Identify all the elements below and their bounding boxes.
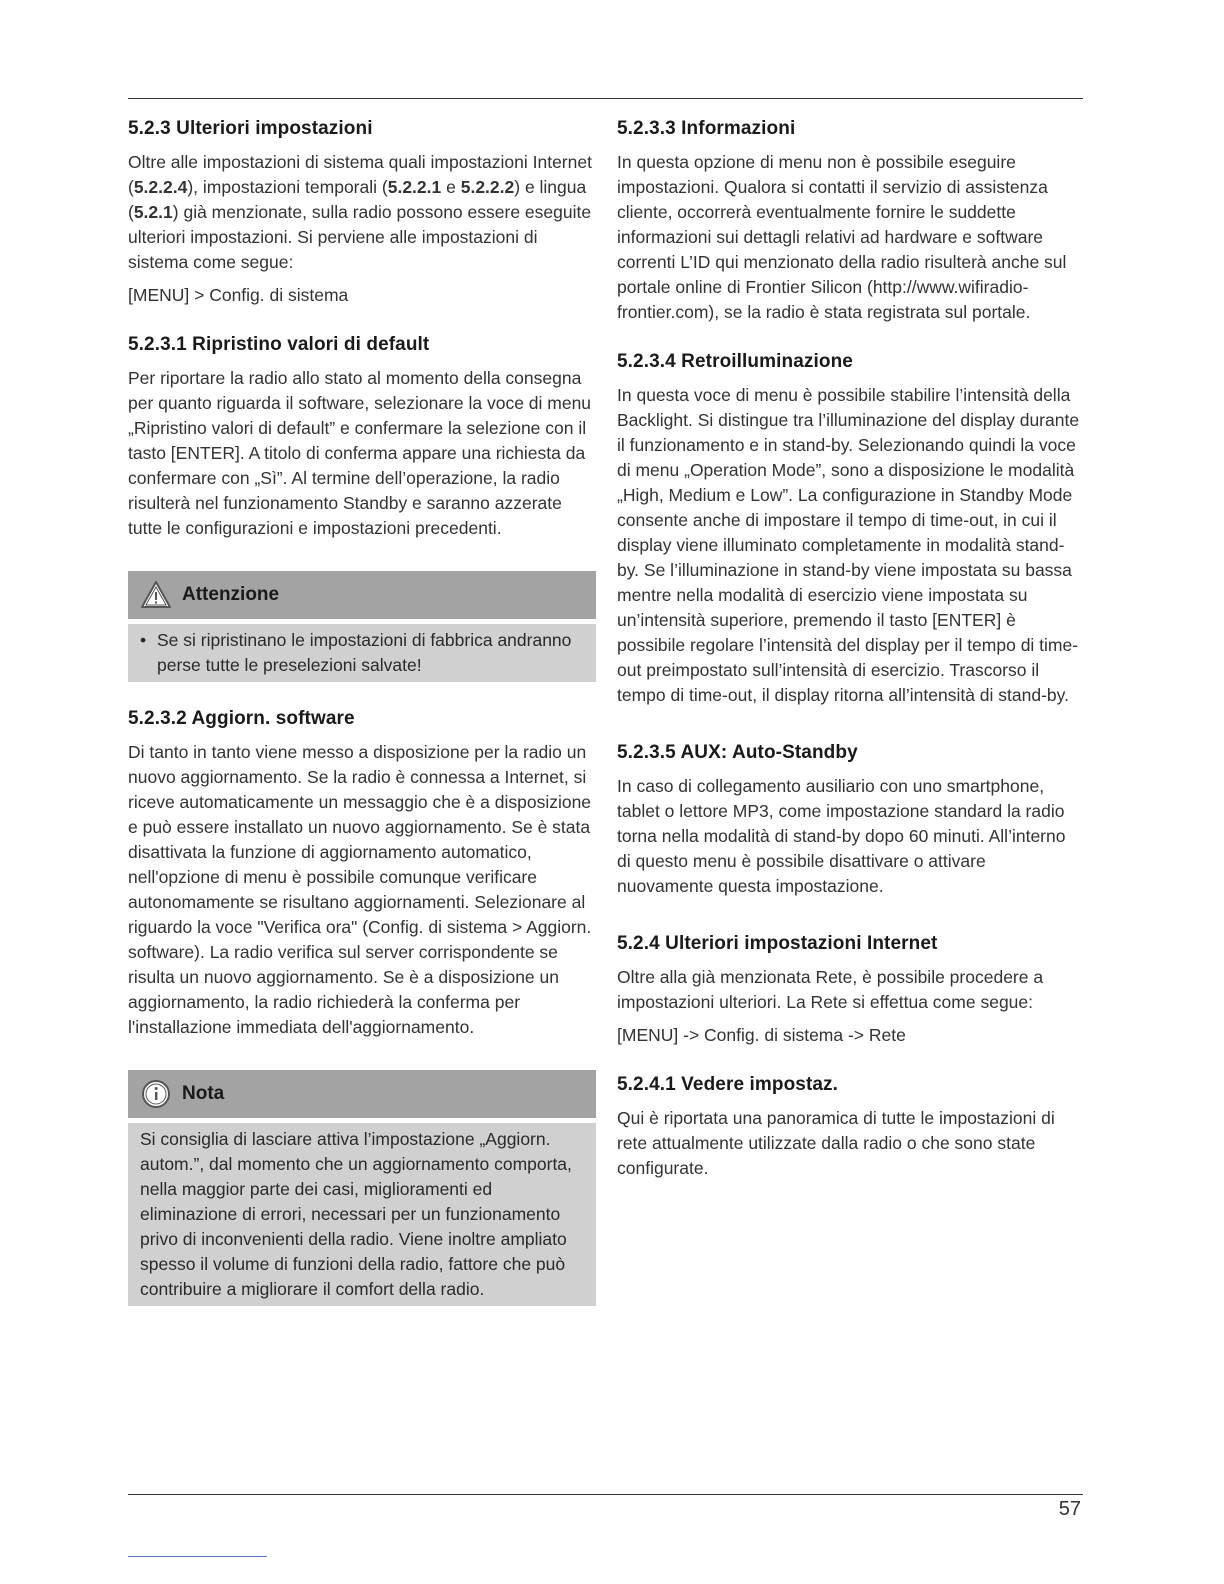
menu-path: [MENU] -> Config. di sistema -> Rete xyxy=(617,1025,906,1045)
section-text: In questa voce di menu è possibile stabilire l’intensità della Backlight. Si distingue tra l’illuminazione del display durante il funzionamento e in stand-by. Selezionando quindi la voce di menu „Operation Mode”, sono a disposizione le modalità „High, Medium e Low”. La configurazione in Standby Mode consente anche di impostare il tempo di time-out, in cui il display viene illuminato completamente in modalità stand-by. Se l’illuminazione in stand-by viene impostata su bassa mentre nella modalità di esercizio viene impostata su un’intensità superiore, premendo il tasto [ENTER] è possibile regolare l’intensità del display per il tempo di time-out preimpostato sull’intensità di esercizio. Trascorso il tempo di time-out, il display ritorna all’intensità di stand-by. xyxy=(617,385,1080,705)
section-5-2-3-3 xyxy=(617,116,1083,325)
section-5-2-3-4 xyxy=(617,349,1083,708)
menu-path: [MENU] > Config. di sistema xyxy=(128,285,349,305)
warning-icon xyxy=(140,579,172,611)
section-5-2-3 xyxy=(128,116,596,308)
page-number: 57 xyxy=(1058,1498,1081,1520)
section-text: Qui è riportata una panoramica di tutte le impostazioni di rete attualmente utilizzate dalla radio o che sono state configurate. xyxy=(617,1108,1055,1178)
section-title: 5.2.3 Ulteriori impostazioni xyxy=(128,118,373,139)
section-text: In questa opzione di menu non è possibile eseguire impostazioni. Qualora si contatti il servizio di assistenza cliente, occorrerà eventualmente fornire le suddette informazioni sui dettagli relativi ad hardware e software correnti L’ID qui menzionato della radio risulterà anche sul portale online di Frontier Silicon (http://www.wifiradio-frontier.com), se la radio è stata registrata sul portale. xyxy=(617,152,1067,322)
section-text: Oltre alla già menzionata Rete, è possibile procedere a impostazioni ulteriori. La Rete si effettua come segue: xyxy=(617,967,1044,1012)
section-text: Di tanto in tanto viene messo a disposizione per la radio un nuovo aggiornamento. Se la radio è connessa a Internet, si riceve automaticamente un messaggio che è a disposizione e può essere installato un nuovo aggiornamento. Se è stata disattivata la funzione di aggiornamento automatico, nell'opzione di menu è possibile comunque verificare autonomamente se risultano aggiornamenti. Selezionare al riguardo la voce "Verifica ora" (Config. di sistema > Aggiorn. software). La radio verifica sul server corrispondente se risulta un nuovo aggiornamento. Se è a disposizione un aggiornamento, la radio richiederà la conferma per l'installazione immediata dell'aggiornamento. xyxy=(128,742,592,1037)
note-box xyxy=(128,1070,596,1306)
section-title: 5.2.4 Ulteriori impostazioni Internet xyxy=(617,933,938,954)
note-text: Si consiglia di lasciare attiva l’impostazione „Aggiorn. autom.”, dal momento che un aggiornamento comporta, nella maggior parte dei casi, miglioramenti ed eliminazione di errori, necessari per un funzionamento privo di inconvenienti della radio. Viene inoltre ampliato spesso il volume di funzioni della radio, fattore che può contribuire a migliorare il comfort della radio. xyxy=(140,1129,572,1299)
section-title: 5.2.4.1 Vedere impostaz. xyxy=(617,1074,839,1095)
list-item xyxy=(140,628,584,678)
warning-header xyxy=(128,571,596,619)
warning-body xyxy=(128,624,596,682)
footer-link-underline xyxy=(128,1556,267,1557)
warning-box xyxy=(128,571,596,682)
footer-rule xyxy=(128,1494,1083,1495)
left-column xyxy=(128,116,596,1306)
section-title: 5.2.3.1 Ripristino valori di default xyxy=(128,334,430,355)
section-title: 5.2.3.2 Aggiorn. software xyxy=(128,708,355,729)
section-5-2-3-2 xyxy=(128,706,596,1040)
section-5-2-3-5 xyxy=(617,740,1083,899)
section-5-2-4 xyxy=(617,931,1083,1048)
header-rule xyxy=(128,98,1083,99)
info-icon xyxy=(140,1078,172,1110)
section-5-2-4-1 xyxy=(617,1072,1083,1181)
section-text: Per riportare la radio allo stato al momento della consegna per quanto riguarda il software, selezionare la voce di menu „Ripristino valori di default” e confermare la selezione con il tasto [ENTER]. A titolo di conferma appare una richiesta da confermare con „Sì”. Al termine dell’operazione, la radio risulterà nel funzionamento Standby e saranno azzerate tutte le configurazioni e impostazioni precedenti. xyxy=(128,368,592,538)
section-title: 5.2.3.5 AUX: Auto-Standby xyxy=(617,742,858,763)
note-title: Nota xyxy=(182,1083,225,1104)
section-text: In caso di collegamento ausiliario con uno smartphone, tablet o lettore MP3, come impostazione standard la radio torna nella modalità di stand-by dopo 60 minuti. All’interno di questo menu è possibile disattivare o attivare nuovamente questa impostazione. xyxy=(617,776,1066,896)
right-column xyxy=(617,116,1083,1181)
section-5-2-3-1 xyxy=(128,332,596,541)
bullet-icon: • xyxy=(140,630,147,650)
section-title: 5.2.3.3 Informazioni xyxy=(617,118,796,139)
section-title: 5.2.3.4 Retroilluminazione xyxy=(617,351,853,372)
warning-title: Attenzione xyxy=(182,584,280,605)
note-body xyxy=(128,1123,596,1306)
note-header xyxy=(128,1070,596,1118)
warning-text: Se si ripristinano le impostazioni di fabbrica andranno perse tutte le preselezioni salvate! xyxy=(157,630,572,675)
section-text: Oltre alle impostazioni di sistema quali impostazioni Internet (5.2.2.4), impostazioni temporali (5.2.2.1 e 5.2.2.2) e lingua (5.2.1) già menzionate, sulla radio possono essere eseguite ulteriori impostazioni. Si perviene alle impostazioni di sistema come segue: xyxy=(128,152,592,272)
